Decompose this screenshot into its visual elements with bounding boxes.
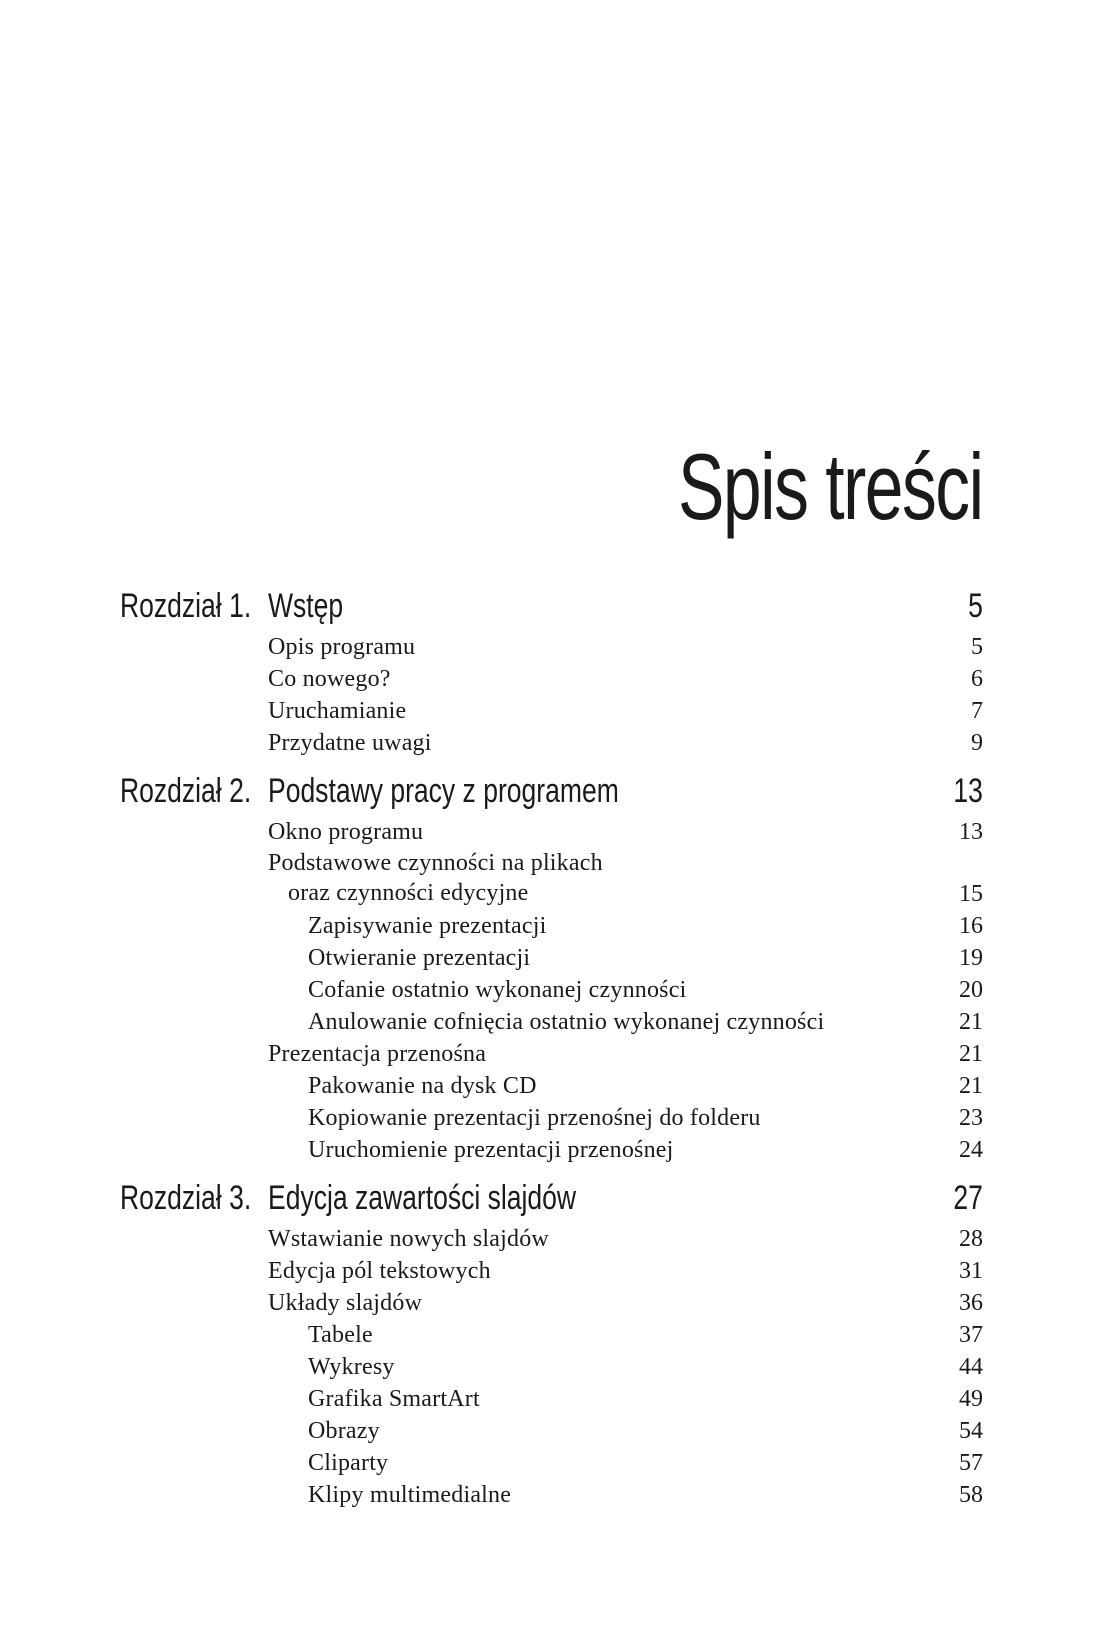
toc-entry-title-line: Cliparty bbox=[308, 1450, 389, 1476]
toc-entry-title bbox=[268, 816, 423, 848]
toc-entry-title-line: Otwieranie prezentacji bbox=[308, 945, 531, 971]
toc-entry bbox=[120, 631, 983, 663]
toc-entry-page-number: 20 bbox=[959, 977, 983, 1003]
toc-entry bbox=[120, 848, 983, 910]
chapter-entries bbox=[120, 816, 983, 1166]
chapter-page-number: 13 bbox=[953, 772, 983, 810]
toc-entry-title-line: Kopiowanie prezentacji przenośnej do folderu bbox=[308, 1105, 761, 1131]
toc-entry-title-line: Klipy multimedialne bbox=[308, 1482, 512, 1508]
toc-entry-title-line: Co nowego? bbox=[268, 666, 391, 692]
chapter-section bbox=[120, 773, 983, 1166]
toc-entry-title-line: Tabele bbox=[308, 1322, 373, 1348]
toc-entry bbox=[120, 1223, 983, 1255]
toc-entry-title-line: Grafika SmartArt bbox=[308, 1386, 480, 1412]
chapter-label: Rozdział 1. bbox=[120, 587, 252, 625]
toc-entry-page-number: 21 bbox=[959, 1009, 983, 1035]
toc-entry bbox=[120, 816, 983, 848]
toc-entry-title bbox=[268, 631, 415, 663]
toc-entry-title bbox=[308, 942, 530, 974]
toc-entry-title-line: Uruchomienie prezentacji przenośnej bbox=[308, 1137, 674, 1163]
chapter-entries bbox=[120, 1223, 983, 1511]
toc-entry-title bbox=[308, 1134, 674, 1166]
chapter-title: Podstawy pracy z programem bbox=[268, 772, 619, 810]
toc-entry-page-number: 15 bbox=[959, 881, 983, 907]
toc-entry bbox=[120, 910, 983, 942]
toc-entry-title-line: Zapisywanie prezentacji bbox=[308, 913, 547, 939]
toc-entry-title bbox=[308, 910, 546, 942]
toc-entry-page-number: 37 bbox=[959, 1322, 983, 1348]
toc-entry-title bbox=[268, 727, 432, 759]
chapter-title: Wstęp bbox=[268, 587, 344, 625]
toc-entry-title bbox=[308, 1070, 537, 1102]
toc-entry-title bbox=[268, 1038, 486, 1070]
toc-entry-title-continuation: oraz czynności edycyjne bbox=[288, 880, 529, 906]
toc-entry-page-number: 6 bbox=[971, 666, 983, 692]
chapter-title: Edycja zawartości slajdów bbox=[268, 1179, 577, 1217]
toc-entry bbox=[120, 942, 983, 974]
toc-entry-title-line: Podstawowe czynności na plikach bbox=[268, 850, 603, 876]
toc-entry-title bbox=[268, 695, 406, 727]
chapter-page-number: 5 bbox=[968, 587, 983, 625]
toc-entry bbox=[120, 727, 983, 759]
toc-entry-title bbox=[308, 1479, 511, 1511]
toc-entry bbox=[120, 1006, 983, 1038]
toc-entry-title bbox=[308, 974, 686, 1006]
toc-entry-title bbox=[308, 1006, 824, 1038]
toc-entry-page-number: 24 bbox=[959, 1137, 983, 1163]
toc-entry-title bbox=[268, 663, 391, 695]
toc-entry-title-line: Cofanie ostatnio wykonanej czynności bbox=[308, 977, 687, 1003]
toc-entry-page-number: 16 bbox=[959, 913, 983, 939]
toc-entry bbox=[120, 1102, 983, 1134]
toc-entry-title-line: Wstawianie nowych slajdów bbox=[268, 1226, 549, 1252]
toc-entry-page-number: 31 bbox=[959, 1258, 983, 1284]
toc-entry-title-line: Prezentacja przenośna bbox=[268, 1041, 487, 1067]
toc-entry bbox=[120, 974, 983, 1006]
toc-entry-page-number: 13 bbox=[959, 819, 983, 845]
toc-entry-title-line: Obrazy bbox=[308, 1418, 380, 1444]
toc-entry-title-line: Okno programu bbox=[268, 819, 424, 845]
toc-entry-title bbox=[268, 1223, 549, 1255]
toc-entry-title bbox=[308, 1383, 480, 1415]
chapter-heading bbox=[120, 773, 983, 809]
toc-entry bbox=[120, 1351, 983, 1383]
toc-entry-title bbox=[268, 848, 603, 908]
toc-entry-page-number: 21 bbox=[959, 1041, 983, 1067]
toc-entry-title bbox=[308, 1447, 388, 1479]
toc-entry-title-line: Układy slajdów bbox=[268, 1290, 423, 1316]
chapter-section bbox=[120, 588, 983, 759]
toc-entry-page-number: 19 bbox=[959, 945, 983, 971]
toc-entry bbox=[120, 1479, 983, 1511]
toc-entry bbox=[120, 1255, 983, 1287]
toc-entry bbox=[120, 1383, 983, 1415]
chapter-label: Rozdział 3. bbox=[120, 1179, 252, 1217]
chapter-section bbox=[120, 1180, 983, 1511]
toc-entry-page-number: 5 bbox=[971, 634, 983, 660]
toc-entry-title-line: Edycja pól tekstowych bbox=[268, 1258, 491, 1284]
toc-entry-page-number: 36 bbox=[959, 1290, 983, 1316]
chapter-label: Rozdział 2. bbox=[120, 772, 252, 810]
toc-entry bbox=[120, 695, 983, 727]
chapter-page-number: 27 bbox=[953, 1179, 983, 1217]
toc-entry-page-number: 21 bbox=[959, 1073, 983, 1099]
toc-entry-title bbox=[268, 1255, 491, 1287]
page-title: Spis treści bbox=[678, 434, 983, 539]
chapter-entries bbox=[120, 631, 983, 759]
toc-entry-page-number: 44 bbox=[959, 1354, 983, 1380]
toc-entry-page-number: 9 bbox=[971, 730, 983, 756]
toc-entry bbox=[120, 1415, 983, 1447]
table-of-contents bbox=[120, 588, 983, 1511]
chapter-heading bbox=[120, 1180, 983, 1216]
toc-entry-page-number: 58 bbox=[959, 1482, 983, 1508]
toc-entry bbox=[120, 663, 983, 695]
chapter-heading bbox=[120, 588, 983, 624]
toc-entry-title bbox=[308, 1319, 373, 1351]
toc-entry bbox=[120, 1070, 983, 1102]
toc-entry-page-number: 54 bbox=[959, 1418, 983, 1444]
toc-entry-page-number: 23 bbox=[959, 1105, 983, 1131]
toc-entry-title-line: Wykresy bbox=[308, 1354, 395, 1380]
toc-entry-page-number: 49 bbox=[959, 1386, 983, 1412]
toc-entry bbox=[120, 1038, 983, 1070]
toc-entry-title bbox=[308, 1351, 395, 1383]
toc-entry-title-line: Przydatne uwagi bbox=[268, 730, 432, 756]
toc-entry-page-number: 7 bbox=[971, 698, 983, 724]
toc-entry bbox=[120, 1319, 983, 1351]
toc-entry-title-line: Opis programu bbox=[268, 634, 416, 660]
toc-entry bbox=[120, 1134, 983, 1166]
toc-entry-title bbox=[268, 1287, 422, 1319]
toc-entry bbox=[120, 1447, 983, 1479]
toc-entry-title-line: Anulowanie cofnięcia ostatnio wykonanej czynności bbox=[308, 1009, 825, 1035]
toc-entry-title bbox=[308, 1415, 380, 1447]
toc-entry-title bbox=[308, 1102, 761, 1134]
toc-entry bbox=[120, 1287, 983, 1319]
toc-entry-page-number: 57 bbox=[959, 1450, 983, 1476]
toc-entry-page-number: 28 bbox=[959, 1226, 983, 1252]
toc-entry-title-line: Pakowanie na dysk CD bbox=[308, 1073, 537, 1099]
toc-entry-title-line: Uruchamianie bbox=[268, 698, 407, 724]
